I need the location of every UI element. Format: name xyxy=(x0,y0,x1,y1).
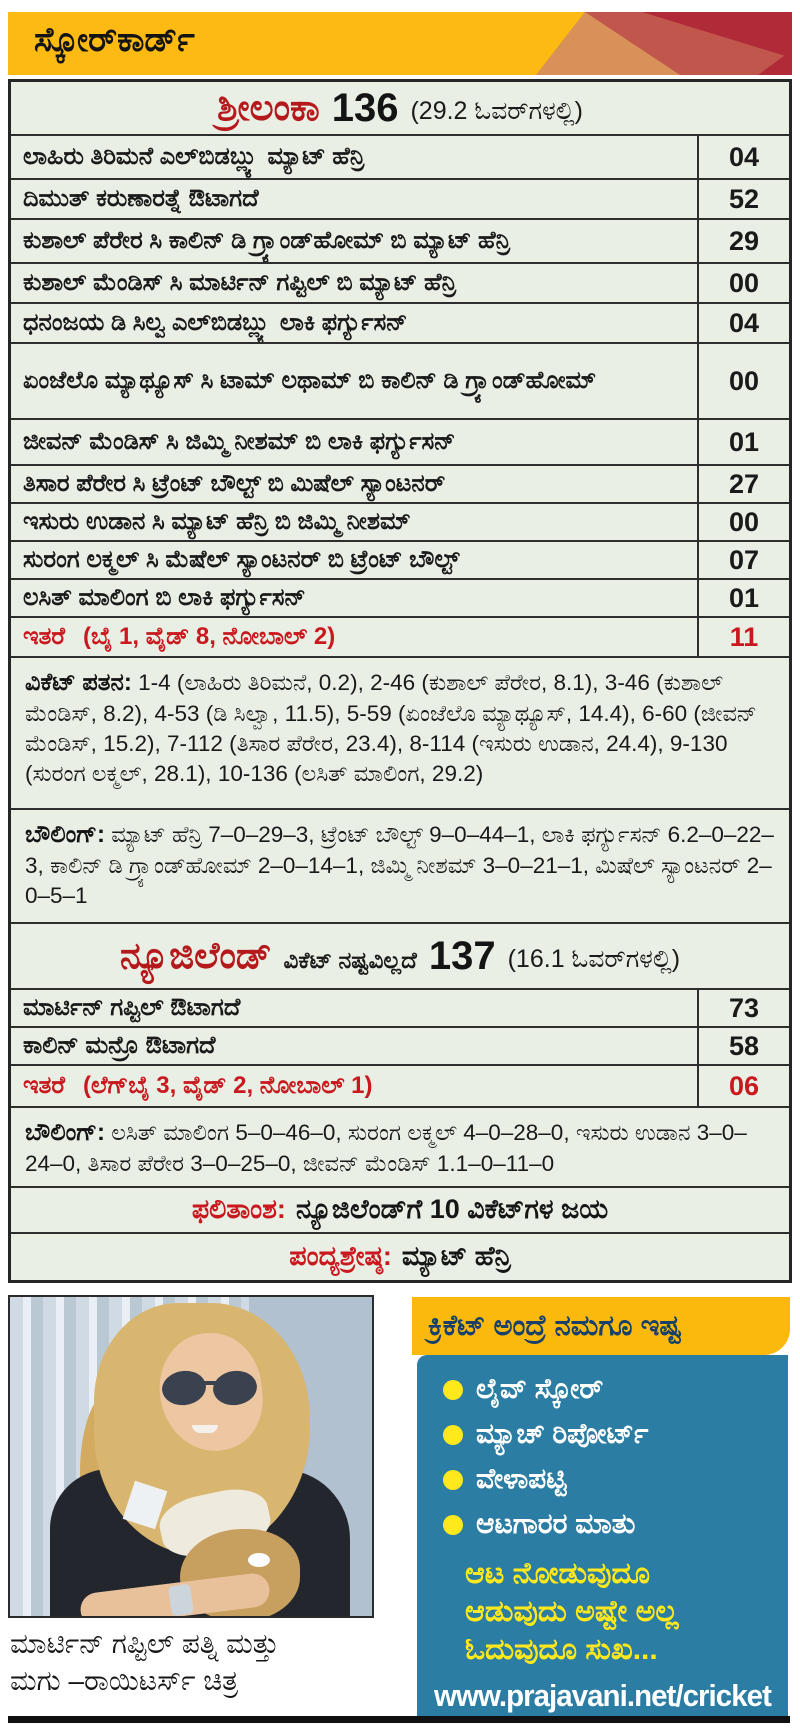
promo-url-link[interactable]: www.prajavani.net/cricket xyxy=(434,1678,771,1713)
batsman-row xyxy=(11,134,789,178)
bowling-text: ಮ್ಯಾಟ್ ಹೆನ್ರಿ 7–0–29–3, ಟ್ರೆಂಟ್ ಬೌಲ್ಟ್ 9–0–44–1, ಲಾಕಿ ಫರ್ಗ್ಯುಸನ್ 6.2–0–22–3, ಕಾಲಿನ್ ಡಿ ಗ್ರ್ಯಾಂಡ್‌ಹೋಮ್ 2–0–14–1, ಜಿಮ್ಮಿ ನೀಶಮ್ 3–0–21–1, ಮಿಷೆಲ್ ಸ್ಯಾಂಟನರ್ 2–0–5–1 xyxy=(25,822,774,909)
sri-lanka-overs: (29.2 ಓವರ್‌ಗಳಲ್ಲಿ) xyxy=(410,96,583,125)
bullet-dot-icon xyxy=(443,1470,463,1490)
photo-caption-line1: ಮಾರ್ಟಿನ್ ಗಪ್ಟಿಲ್ ಪತ್ನಿ ಮತ್ತು xyxy=(10,1628,279,1659)
fall-of-wickets-section xyxy=(11,656,789,808)
extras-label: ಇತರೆ xyxy=(23,1071,65,1099)
batsman-runs: 00 xyxy=(697,264,789,302)
bowling-label: ಬೌಲಿಂಗ್: xyxy=(25,821,105,848)
new-zealand-bowling-section xyxy=(11,1106,789,1186)
new-zealand-total: 137 xyxy=(428,933,496,978)
photo-caption-line2: ಮಗು –ರಾಯಿಟರ್ಸ್ ಚಿತ್ರ xyxy=(10,1664,239,1696)
batsman-dismissal: ಲಾಹಿರು ತಿರಿಮನೆ ಎಲ್‌ಬಿಡಬ್ಲ್ಯು ಮ್ಯಾಟ್ ಹೆನ್ರಿ xyxy=(23,142,365,170)
decorative-triangles-graphic xyxy=(530,12,792,75)
batsman-dismissal: ತಿಸಾರ ಪೆರೇರ ಸಿ ಟ್ರೆಂಟ್ ಬೌಲ್ಟ್ ಬಿ ಮಿಷೆಲ್ ಸ್ಯಾಂಟನರ್ xyxy=(23,469,446,497)
batsman-runs: 04 xyxy=(697,136,789,178)
batsman-runs: 00 xyxy=(697,344,789,418)
new-zealand-overs: (16.1 ಓವರ್‌ಗಳಲ್ಲಿ) xyxy=(507,944,681,973)
batsman-row xyxy=(11,1026,789,1064)
batsman-dismissal: ಧನಂಜಯ ಡಿ ಸಿಲ್ವ ಎಲ್‌ಬಿಡಬ್ಲ್ಯು ಲಾಕಿ ಫರ್ಗ್ಯುಸನ್ xyxy=(23,308,408,336)
batsman-dismissal: ಕುಶಾಲ್ ಮೆಂಡಿಸ್ ಸಿ ಮಾರ್ಟಿನ್ ಗಪ್ಟಿಲ್ ಬಿ ಮ್ಯಾಟ್ ಹೆನ್ರಿ xyxy=(23,268,456,296)
batsman-runs: 29 xyxy=(697,220,789,262)
bullet-dot-icon xyxy=(443,1515,463,1535)
promo-tagline xyxy=(417,1547,788,1668)
extras-detail: (ಲೆಗ್‌ಬೈ 3, ವೈಡ್ 2, ನೋಬಾಲ್ 1) xyxy=(82,1071,373,1099)
promo-item-label: ಲೈವ್ ಸ್ಕೋರ್ xyxy=(476,1373,604,1404)
batsman-runs: 01 xyxy=(697,580,789,616)
batsman-row xyxy=(11,988,789,1026)
man-of-match-row xyxy=(11,1232,789,1280)
promo-panel xyxy=(417,1355,788,1720)
promo-item xyxy=(417,1367,788,1412)
sunglasses-bridge xyxy=(203,1381,217,1385)
scorecard-table xyxy=(8,79,792,1283)
bottom-rule-divider xyxy=(8,1716,790,1723)
scorecard-title-bar xyxy=(8,12,792,75)
batsman-dismissal: ಏಂಜೆಲೊ ಮ್ಯಾಥ್ಯೂಸ್ ಸಿ ಟಾಮ್ ಲಥಾಮ್ ಬಿ ಕಾಲಿನ್ ಡಿ ಗ್ರ್ಯಾಂಡ್‌ಹೋಮ್ xyxy=(23,366,597,394)
batsman-runs: 52 xyxy=(697,180,789,218)
batsman-row xyxy=(11,578,789,616)
photo-caption xyxy=(10,1626,380,1700)
bowling-label: ಬೌಲಿಂಗ್: xyxy=(25,1119,105,1146)
woman-smile xyxy=(192,1425,218,1433)
promo-tagline-line3: ಓದುವುದೂ ಸುಖ... xyxy=(465,1632,658,1666)
batsman-row xyxy=(11,218,789,262)
sri-lanka-innings-header xyxy=(11,82,789,134)
batsman-dismissal: ಮಾರ್ಟಿನ್ ಗಪ್ಟಿಲ್ ಔಟಾಗದೆ xyxy=(23,993,241,1021)
sri-lanka-team-name: ಶ್ರೀಲಂಕಾ xyxy=(217,86,320,128)
promo-item-label: ಮ್ಯಾಚ್ ರಿಪೋರ್ಟ್ xyxy=(476,1418,649,1449)
batsman-dismissal: ಕುಶಾಲ್ ಪೆರೇರ ಸಿ ಕಾಲಿನ್ ಡಿ ಗ್ರ್ಯಾಂಡ್‌ಹೋಮ್ ಬಿ ಮ್ಯಾಟ್ ಹೆನ್ರಿ xyxy=(23,226,510,254)
extras-runs: 11 xyxy=(697,618,789,656)
batsman-row xyxy=(11,262,789,302)
batsman-dismissal: ಸುರಂಗ ಲಕ್ಮಲ್ ಸಿ ಮೆಷೆಲ್ ಸ್ಯಾಂಟನರ್ ಬಿ ಟ್ರೆಂಟ್ ಬೌಲ್ಟ್ xyxy=(23,545,460,573)
photo xyxy=(8,1295,374,1618)
result-row xyxy=(11,1186,789,1232)
batsman-runs: 27 xyxy=(697,466,789,502)
batsman-row xyxy=(11,178,789,218)
promo-item xyxy=(417,1502,788,1547)
extras-row xyxy=(11,616,789,656)
new-zealand-innings-header xyxy=(11,922,789,988)
batsman-dismissal: ಲಸಿತ್ ಮಾಲಿಂಗ ಬಿ ಲಾಕಿ ಫರ್ಗ್ಯುಸನ್ xyxy=(23,583,306,611)
fall-of-wickets-text: 1-4 (ಲಾಹಿರು ತಿರಿಮನೆ, 0.2), 2-46 (ಕುಶಾಲ್ ಪೆರೇರ, 8.1), 3-46 (ಕುಶಾಲ್ ಮೆಂಡಿಸ್, 8.2), 4-53 (ಡಿ ಸಿಲ್ವಾ, 11.5), 5-59 (ಏಂಜೆಲೊ ಮ್ಯಾಥ್ಯೂಸ್, 14.4), 6-60 (ಜೀವನ್ ಮೆಂಡಿಸ್, 15.2), 7-112 (ತಿಸಾರ ಪೆರೇರ, 23.4), 8-114 (ಇಸುರು ಉಡಾನ, 24.4), 9-130 (ಸುರಂಗ ಲಕ್ಮಲ್, 28.1), 10-136 (ಲಸಿತ್ ಮಾಲಿಂಗ, 29.2) xyxy=(25,670,757,787)
bullet-dot-icon xyxy=(443,1425,463,1445)
child-hair-bow xyxy=(248,1553,270,1567)
man-of-match-text: ಮ್ಯಾಟ್ ಹೆನ್ರಿ xyxy=(401,1241,511,1271)
bowling-text: ಲಸಿತ್ ಮಾಲಿಂಗ 5–0–46–0, ಸುರಂಗ ಲಕ್ಮಲ್ 4–0–28–0, ಇಸುರು ಉಡಾನ 3–0–24–0, ತಿಸಾರ ಪೆರೇರ 3–0–25–0, ಜೀವನ್ ಮೆಂಡಿಸ್ 1.1–0–11–0 xyxy=(25,1120,747,1177)
extras-row xyxy=(11,1064,789,1106)
batsman-runs: 07 xyxy=(697,542,789,578)
new-zealand-team-name: ನ್ಯೂಜಿಲೆಂಡ್ xyxy=(119,934,272,976)
result-text: ನ್ಯೂಜಿಲೆಂಡ್‌ಗೆ 10 ವಿಕೆಟ್‌ಗಳ ಜಯ xyxy=(295,1194,609,1224)
new-zealand-note: ವಿಕೆಟ್ ನಷ್ಟವಿಲ್ಲದೆ xyxy=(283,946,417,973)
extras-label: ಇತರೆ xyxy=(23,622,65,650)
batsman-dismissal: ಇಸುರು ಉಡಾನ ಸಿ ಮ್ಯಾಟ್ ಹೆನ್ರಿ ಬಿ ಜಿಮ್ಮಿ ನೀಶಮ್ xyxy=(23,507,411,535)
extras-runs: 06 xyxy=(697,1066,789,1106)
batsman-row xyxy=(11,540,789,578)
batsman-runs: 73 xyxy=(697,990,789,1026)
promo-heading-banner xyxy=(412,1297,790,1355)
extras-text xyxy=(11,618,697,656)
batsman-runs: 04 xyxy=(697,304,789,342)
man-of-match-label: ಪಂದ್ಯಶ್ರೇಷ್ಠ: xyxy=(289,1241,392,1271)
batsman-row xyxy=(11,418,789,464)
promo-item-label: ವೇಳಾಪಟ್ಟಿ xyxy=(476,1463,567,1494)
promo-item xyxy=(417,1457,788,1502)
wrist-watch xyxy=(168,1584,194,1617)
page-title: ಸ್ಕೋರ್‌ಕಾರ್ಡ್ xyxy=(34,21,195,59)
batsman-row xyxy=(11,502,789,540)
sri-lanka-total: 136 xyxy=(331,85,399,130)
promo-tagline-line1: ಆಟ ನೋಡುವುದೂ xyxy=(465,1557,651,1590)
batsman-row xyxy=(11,464,789,502)
extras-text xyxy=(11,1066,697,1106)
batsman-row xyxy=(11,342,789,418)
result-label: ಫಲಿತಾಂಶ: xyxy=(191,1194,286,1224)
promo-tagline-line2: ಆಡುವುದು ಅಷ್ಟೇ ಅಲ್ಲ xyxy=(465,1594,679,1628)
batsman-row xyxy=(11,302,789,342)
bullet-dot-icon xyxy=(443,1380,463,1400)
batsman-dismissal: ಜೀವನ್ ಮೆಂಡಿಸ್ ಸಿ ಜಿಮ್ಮಿ ನೀಶಮ್ ಬಿ ಲಾಕಿ ಫರ್ಗ್ಯುಸನ್ xyxy=(23,427,456,455)
fall-of-wickets-label: ವಿಕೆಟ್ ಪತನ: xyxy=(25,669,132,696)
batsman-runs: 58 xyxy=(697,1028,789,1064)
promo-item xyxy=(417,1412,788,1457)
promo-item-label: ಆಟಗಾರರ ಮಾತು xyxy=(476,1508,636,1539)
batsman-runs: 00 xyxy=(697,504,789,540)
promo-heading: ಕ್ರಿಕೆಟ್ ಅಂದ್ರೆ ನಮಗೂ ಇಷ್ಟ xyxy=(428,1309,682,1342)
batsman-dismissal: ಕಾಲಿನ್ ಮನ್ರೊ ಔಟಾಗದೆ xyxy=(23,1031,216,1059)
batsman-runs: 01 xyxy=(697,420,789,464)
extras-detail: (ಬೈ 1, ವೈಡ್ 8, ನೋಬಾಲ್ 2) xyxy=(82,622,336,650)
batsman-dismissal: ದಿಮುತ್ ಕರುಣಾರತ್ನೆ ಔಟಾಗದೆ xyxy=(23,184,259,212)
sri-lanka-bowling-section xyxy=(11,808,789,922)
